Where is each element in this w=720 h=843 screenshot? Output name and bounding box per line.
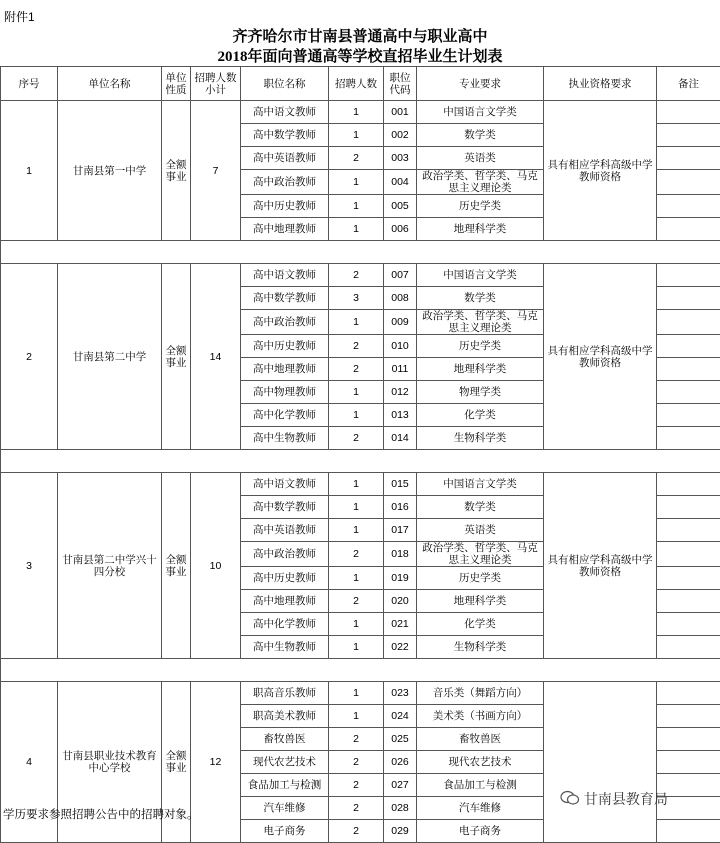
header-code: 职位代码 xyxy=(384,67,417,101)
title-line-2: 2018年面向普通高等学校直招毕业生计划表 xyxy=(0,45,720,66)
position-remark xyxy=(657,820,720,843)
header-row xyxy=(1,67,720,101)
position-code: 012 xyxy=(384,381,417,404)
position-major: 中国语言文学类 xyxy=(417,101,544,124)
position-remark xyxy=(657,124,720,147)
position-major: 中国语言文学类 xyxy=(417,264,544,287)
unit-nature: 全额事业 xyxy=(162,682,191,843)
position-remark xyxy=(657,358,720,381)
position-remark xyxy=(657,335,720,358)
position-title: 高中地理教师 xyxy=(241,590,329,613)
position-count: 2 xyxy=(329,820,384,843)
annex-label: 附件1 xyxy=(4,8,35,25)
position-major: 地理科学类 xyxy=(417,218,544,241)
table-row xyxy=(1,682,720,705)
position-major: 美术类（书画方向） xyxy=(417,705,544,728)
position-remark xyxy=(657,195,720,218)
position-code: 003 xyxy=(384,147,417,170)
position-count: 3 xyxy=(329,287,384,310)
position-count: 2 xyxy=(329,542,384,567)
position-code: 023 xyxy=(384,682,417,705)
position-title: 职高美术教师 xyxy=(241,705,329,728)
unit-nature: 全额事业 xyxy=(162,264,191,450)
unit-nature: 全额事业 xyxy=(162,101,191,241)
position-remark xyxy=(657,519,720,542)
position-count: 1 xyxy=(329,170,384,195)
watermark-text: 甘南县教育局 xyxy=(584,791,668,807)
plan-body xyxy=(1,101,720,843)
position-title: 高中历史教师 xyxy=(241,195,329,218)
position-title: 畜牧兽医 xyxy=(241,728,329,751)
position-remark xyxy=(657,567,720,590)
position-major: 地理科学类 xyxy=(417,358,544,381)
position-title: 高中历史教师 xyxy=(241,567,329,590)
position-count: 1 xyxy=(329,101,384,124)
unit-no: 3 xyxy=(1,473,58,659)
header-position: 职位名称 xyxy=(241,67,329,101)
position-major: 化学类 xyxy=(417,404,544,427)
position-major: 历史学类 xyxy=(417,335,544,358)
position-code: 018 xyxy=(384,542,417,567)
position-major: 音乐类（舞蹈方向） xyxy=(417,682,544,705)
position-remark xyxy=(657,542,720,567)
position-title: 高中生物教师 xyxy=(241,427,329,450)
position-major: 物理学类 xyxy=(417,381,544,404)
position-major: 地理科学类 xyxy=(417,590,544,613)
plan-table xyxy=(0,66,720,843)
position-count: 1 xyxy=(329,404,384,427)
position-major: 生物科学类 xyxy=(417,427,544,450)
position-major: 化学类 xyxy=(417,613,544,636)
position-code: 006 xyxy=(384,218,417,241)
position-remark xyxy=(657,218,720,241)
unit-separator xyxy=(1,241,720,264)
position-remark xyxy=(657,636,720,659)
position-code: 022 xyxy=(384,636,417,659)
position-count: 1 xyxy=(329,473,384,496)
position-major: 英语类 xyxy=(417,147,544,170)
position-title: 高中物理教师 xyxy=(241,381,329,404)
position-title: 高中语文教师 xyxy=(241,264,329,287)
position-remark xyxy=(657,381,720,404)
position-major: 英语类 xyxy=(417,519,544,542)
position-count: 2 xyxy=(329,774,384,797)
position-count: 1 xyxy=(329,381,384,404)
position-count: 1 xyxy=(329,519,384,542)
unit-total: 10 xyxy=(191,473,241,659)
position-count: 1 xyxy=(329,705,384,728)
separator-cell xyxy=(1,450,720,473)
table-row xyxy=(1,264,720,287)
table-row xyxy=(1,101,720,124)
position-remark xyxy=(657,287,720,310)
position-code: 011 xyxy=(384,358,417,381)
position-count: 1 xyxy=(329,124,384,147)
unit-name: 甘南县第一中学 xyxy=(58,101,162,241)
position-code: 016 xyxy=(384,496,417,519)
position-major: 数学类 xyxy=(417,496,544,519)
header-qualification: 执业资格要求 xyxy=(544,67,657,101)
position-major: 数学类 xyxy=(417,287,544,310)
title-line-1: 齐齐哈尔市甘南县普通高中与职业高中 xyxy=(0,25,720,46)
position-title: 汽车维修 xyxy=(241,797,329,820)
position-code: 001 xyxy=(384,101,417,124)
position-code: 017 xyxy=(384,519,417,542)
position-count: 2 xyxy=(329,335,384,358)
position-major: 畜牧兽医 xyxy=(417,728,544,751)
position-title: 现代农艺技术 xyxy=(241,751,329,774)
header-major: 专业要求 xyxy=(417,67,544,101)
unit-name: 甘南县第二中学 xyxy=(58,264,162,450)
position-remark xyxy=(657,751,720,774)
position-title: 高中生物教师 xyxy=(241,636,329,659)
position-major: 汽车维修 xyxy=(417,797,544,820)
unit-separator xyxy=(1,659,720,682)
unit-no: 1 xyxy=(1,101,58,241)
unit-qualification: 具有相应学科高级中学教师资格 xyxy=(544,473,657,659)
position-count: 2 xyxy=(329,147,384,170)
position-code: 025 xyxy=(384,728,417,751)
header-remark: 备注 xyxy=(657,67,720,101)
wechat-icon xyxy=(560,793,584,809)
position-title: 高中化学教师 xyxy=(241,404,329,427)
position-remark xyxy=(657,101,720,124)
position-code: 028 xyxy=(384,797,417,820)
unit-name: 甘南县职业技术教育中心学校 xyxy=(58,682,162,843)
position-count: 1 xyxy=(329,682,384,705)
position-count: 2 xyxy=(329,590,384,613)
position-count: 1 xyxy=(329,613,384,636)
position-remark xyxy=(657,147,720,170)
position-code: 014 xyxy=(384,427,417,450)
footer-note: 学历要求参照招聘公告中的招聘对象。 xyxy=(3,806,199,822)
position-title: 高中数学教师 xyxy=(241,287,329,310)
unit-total: 12 xyxy=(191,682,241,843)
position-code: 013 xyxy=(384,404,417,427)
table-row xyxy=(1,473,720,496)
unit-qualification: 具有相应学科高级中学教师资格 xyxy=(544,101,657,241)
unit-no: 4 xyxy=(1,682,58,843)
position-major: 现代农艺技术 xyxy=(417,751,544,774)
position-title: 高中政治教师 xyxy=(241,170,329,195)
position-count: 1 xyxy=(329,310,384,335)
position-count: 2 xyxy=(329,358,384,381)
position-remark xyxy=(657,705,720,728)
position-code: 021 xyxy=(384,613,417,636)
position-title: 高中语文教师 xyxy=(241,101,329,124)
position-title: 高中数学教师 xyxy=(241,496,329,519)
unit-total: 7 xyxy=(191,101,241,241)
position-count: 1 xyxy=(329,496,384,519)
unit-no: 2 xyxy=(1,264,58,450)
position-major: 历史学类 xyxy=(417,567,544,590)
unit-total: 14 xyxy=(191,264,241,450)
position-title: 食品加工与检测 xyxy=(241,774,329,797)
position-code: 027 xyxy=(384,774,417,797)
position-title: 高中英语教师 xyxy=(241,147,329,170)
position-code: 005 xyxy=(384,195,417,218)
position-title: 高中化学教师 xyxy=(241,613,329,636)
position-code: 004 xyxy=(384,170,417,195)
header-no: 序号 xyxy=(1,67,58,101)
position-remark xyxy=(657,404,720,427)
position-code: 024 xyxy=(384,705,417,728)
position-title: 职高音乐教师 xyxy=(241,682,329,705)
position-code: 002 xyxy=(384,124,417,147)
position-remark xyxy=(657,310,720,335)
position-title: 高中英语教师 xyxy=(241,519,329,542)
position-count: 1 xyxy=(329,195,384,218)
position-code: 015 xyxy=(384,473,417,496)
position-count: 2 xyxy=(329,728,384,751)
position-count: 1 xyxy=(329,218,384,241)
header-nature: 单位性质 xyxy=(162,67,191,101)
position-count: 2 xyxy=(329,427,384,450)
separator-cell xyxy=(1,659,720,682)
watermark xyxy=(560,789,668,809)
position-remark xyxy=(657,496,720,519)
position-title: 电子商务 xyxy=(241,820,329,843)
position-remark xyxy=(657,473,720,496)
position-title: 高中地理教师 xyxy=(241,218,329,241)
position-code: 019 xyxy=(384,567,417,590)
position-major: 历史学类 xyxy=(417,195,544,218)
position-code: 010 xyxy=(384,335,417,358)
position-remark xyxy=(657,427,720,450)
position-count: 1 xyxy=(329,636,384,659)
position-code: 008 xyxy=(384,287,417,310)
position-remark xyxy=(657,613,720,636)
position-major: 电子商务 xyxy=(417,820,544,843)
header-count: 招聘人数 xyxy=(329,67,384,101)
header-total: 招聘人数小计 xyxy=(191,67,241,101)
position-major: 数学类 xyxy=(417,124,544,147)
position-code: 009 xyxy=(384,310,417,335)
position-major: 政治学类、哲学类、马克思主义理论类 xyxy=(417,170,544,195)
position-major: 政治学类、哲学类、马克思主义理论类 xyxy=(417,310,544,335)
position-code: 020 xyxy=(384,590,417,613)
position-code: 029 xyxy=(384,820,417,843)
position-remark xyxy=(657,590,720,613)
position-major: 中国语言文学类 xyxy=(417,473,544,496)
position-count: 2 xyxy=(329,797,384,820)
position-title: 高中政治教师 xyxy=(241,310,329,335)
unit-name: 甘南县第二中学兴十四分校 xyxy=(58,473,162,659)
position-count: 2 xyxy=(329,264,384,287)
position-remark xyxy=(657,682,720,705)
position-major: 食品加工与检测 xyxy=(417,774,544,797)
position-code: 007 xyxy=(384,264,417,287)
unit-nature: 全额事业 xyxy=(162,473,191,659)
position-count: 2 xyxy=(329,751,384,774)
position-title: 高中政治教师 xyxy=(241,542,329,567)
position-code: 026 xyxy=(384,751,417,774)
position-title: 高中地理教师 xyxy=(241,358,329,381)
position-major: 生物科学类 xyxy=(417,636,544,659)
position-remark xyxy=(657,170,720,195)
position-count: 1 xyxy=(329,567,384,590)
position-title: 高中历史教师 xyxy=(241,335,329,358)
unit-qualification xyxy=(544,682,657,843)
unit-separator xyxy=(1,450,720,473)
header-unit: 单位名称 xyxy=(58,67,162,101)
unit-qualification: 具有相应学科高级中学教师资格 xyxy=(544,264,657,450)
separator-cell xyxy=(1,241,720,264)
position-remark xyxy=(657,264,720,287)
position-title: 高中数学教师 xyxy=(241,124,329,147)
position-major: 政治学类、哲学类、马克思主义理论类 xyxy=(417,542,544,567)
position-title: 高中语文教师 xyxy=(241,473,329,496)
position-remark xyxy=(657,728,720,751)
